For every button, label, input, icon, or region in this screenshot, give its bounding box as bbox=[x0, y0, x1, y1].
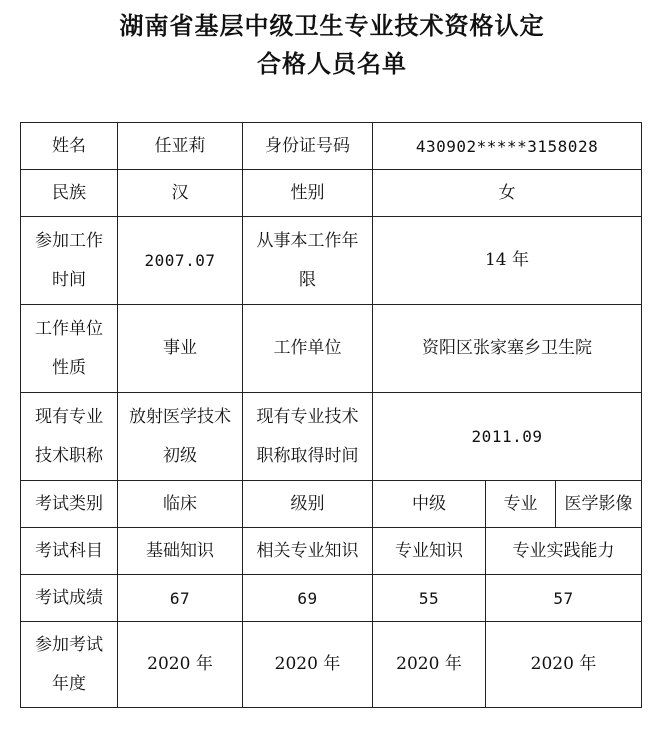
current-title-label bbox=[21, 393, 118, 481]
work-start-label bbox=[21, 217, 118, 305]
exam-score-cell: 55 bbox=[373, 575, 486, 622]
table-row bbox=[21, 622, 642, 708]
ethnicity-value: 汉 bbox=[118, 170, 243, 217]
qualification-table bbox=[20, 122, 642, 708]
label-line: 现有专业 bbox=[35, 406, 103, 427]
table-row bbox=[21, 123, 642, 170]
table-row bbox=[21, 170, 642, 217]
exam-score-cell: 57 bbox=[486, 575, 642, 622]
work-start-value: 2007.07 bbox=[118, 217, 243, 305]
exam-subject-cell: 专业知识 bbox=[373, 528, 486, 575]
exam-score-cell: 67 bbox=[118, 575, 243, 622]
document-title-line-2: 合格人员名单 bbox=[257, 50, 407, 78]
exam-subject-label: 考试科目 bbox=[21, 528, 118, 575]
exam-subject-cell: 基础知识 bbox=[118, 528, 243, 575]
label-line: 职称取得时间 bbox=[256, 445, 359, 466]
title-obtained-label bbox=[243, 393, 373, 481]
value-line: 放射医学技术 bbox=[129, 406, 231, 427]
table-row bbox=[21, 575, 642, 622]
employer-nature-value: 事业 bbox=[118, 305, 243, 393]
exam-year-cell: 2020 年 bbox=[486, 622, 642, 708]
label-line: 时间 bbox=[52, 269, 86, 290]
id-number-label: 身份证号码 bbox=[243, 123, 373, 170]
exam-category-value: 临床 bbox=[118, 481, 243, 528]
value-line: 初级 bbox=[163, 445, 197, 466]
exam-year-label bbox=[21, 622, 118, 708]
label-line: 限 bbox=[299, 269, 316, 290]
exam-year-cell: 2020 年 bbox=[373, 622, 486, 708]
label-line: 参加工作 bbox=[35, 230, 103, 251]
gender-value: 女 bbox=[373, 170, 642, 217]
specialty-value: 医学影像 bbox=[556, 481, 642, 528]
table-row bbox=[21, 305, 642, 393]
title-obtained-value: 2011.09 bbox=[373, 393, 642, 481]
current-title-value bbox=[118, 393, 243, 481]
employer-label: 工作单位 bbox=[243, 305, 373, 393]
label-line: 参加考试 bbox=[35, 634, 103, 655]
employer-nature-label bbox=[21, 305, 118, 393]
exam-category-label: 考试类别 bbox=[21, 481, 118, 528]
exam-year-cell: 2020 年 bbox=[118, 622, 243, 708]
label-line: 现有专业技术 bbox=[256, 406, 359, 427]
name-label: 姓名 bbox=[21, 123, 118, 170]
table-row bbox=[21, 481, 642, 528]
document-title-line-1: 湖南省基层中级卫生专业技术资格认定 bbox=[119, 12, 545, 40]
employer-value: 资阳区张家塞乡卫生院 bbox=[373, 305, 642, 393]
table-row bbox=[21, 528, 642, 575]
work-years-value: 14 年 bbox=[373, 217, 642, 305]
gender-label: 性别 bbox=[243, 170, 373, 217]
label-line: 技术职称 bbox=[35, 445, 103, 466]
level-value: 中级 bbox=[373, 481, 486, 528]
exam-score-cell: 69 bbox=[243, 575, 373, 622]
label-line: 工作单位 bbox=[35, 318, 103, 339]
exam-subject-cell: 相关专业知识 bbox=[243, 528, 373, 575]
id-number-value: 430902*****3158028 bbox=[373, 123, 642, 170]
exam-subject-cell: 专业实践能力 bbox=[486, 528, 642, 575]
exam-year-cell: 2020 年 bbox=[243, 622, 373, 708]
name-value: 任亚莉 bbox=[118, 123, 243, 170]
ethnicity-label: 民族 bbox=[21, 170, 118, 217]
specialty-label: 专业 bbox=[486, 481, 556, 528]
exam-score-label: 考试成绩 bbox=[21, 575, 118, 622]
table-row bbox=[21, 217, 642, 305]
label-line: 从事本工作年 bbox=[256, 230, 359, 251]
work-years-label bbox=[243, 217, 373, 305]
level-label: 级别 bbox=[243, 481, 373, 528]
label-line: 年度 bbox=[52, 673, 86, 694]
label-line: 性质 bbox=[52, 357, 86, 378]
table-row bbox=[21, 393, 642, 481]
